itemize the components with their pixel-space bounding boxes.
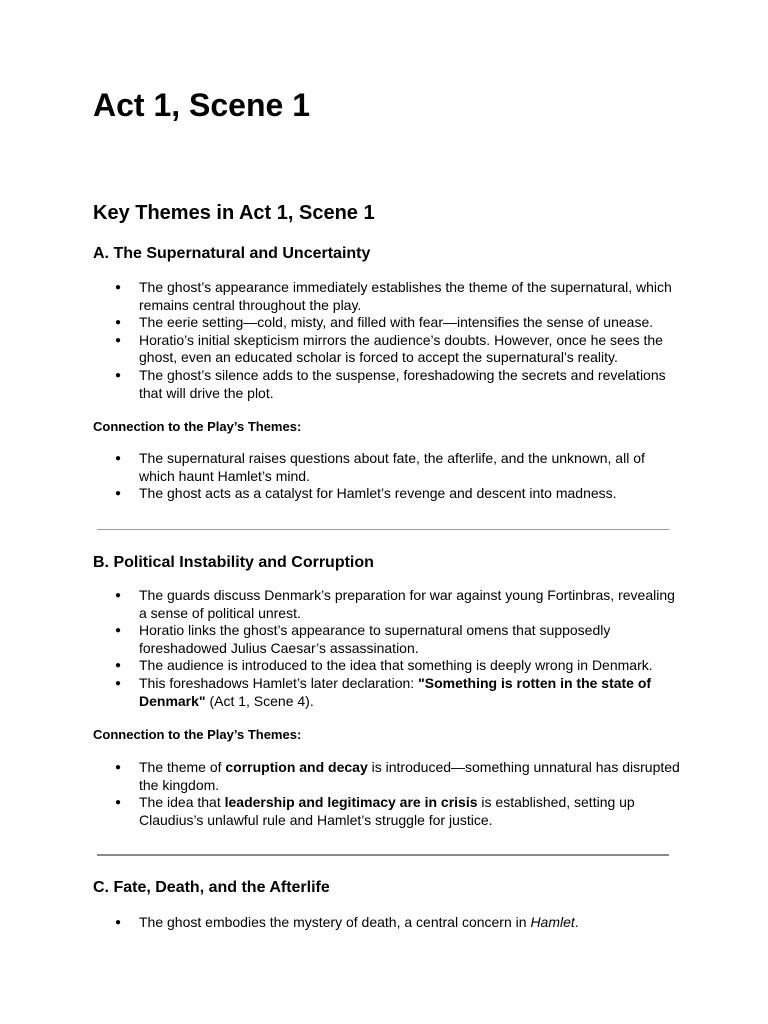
list-item: ● The ghost’s appearance immediately establishes the theme of the supernatural, which remains central throughout the play. bbox=[93, 279, 683, 314]
list-item: ● Horatio’s initial skepticism mirrors the audience’s doubts. However, once he sees the ghost, even an educated scholar is forced to accept the supernatural’s reality. bbox=[93, 332, 683, 367]
bullet-text: The idea that bbox=[139, 794, 225, 811]
theme-a-heading: A. The Supernatural and Uncertainty bbox=[93, 245, 371, 262]
list-item: ● The supernatural raises questions about fate, the afterlife, and the unknown, all of which haunt Hamlet’s mind. bbox=[93, 450, 683, 485]
theme-a-connection-label: Connection to the Play’s Themes: bbox=[93, 419, 302, 434]
section-divider bbox=[97, 529, 669, 530]
theme-a-bullet-list bbox=[93, 279, 683, 402]
list-item: ● The ghost’s silence adds to the suspense, foreshadowing the secrets and revelations that will drive the plot. bbox=[93, 367, 683, 402]
theme-b-connection-list bbox=[93, 759, 683, 829]
list-item bbox=[93, 759, 683, 794]
list-item: ● The audience is introduced to the idea that something is deeply wrong in Denmark. bbox=[93, 657, 683, 675]
quote-text: "Something is rotten in the state of Denmark" bbox=[139, 674, 652, 709]
list-item: ● Horatio links the ghost’s appearance to supernatural omens that supposedly foreshadowed Julius Caesar’s assassination. bbox=[93, 622, 683, 657]
list-item bbox=[93, 914, 683, 932]
theme-a-connection-list bbox=[93, 450, 683, 503]
emphasis-text: corruption and decay bbox=[225, 759, 368, 775]
theme-b-heading: B. Political Instability and Corruption bbox=[93, 554, 374, 571]
bullet-text: is established, setting up Claudius’s unlawful rule and Hamlet’s struggle for justice. bbox=[139, 794, 635, 828]
section-divider bbox=[97, 854, 669, 856]
list-item: ● The eerie setting—cold, misty, and filled with fear—intensifies the sense of unease. bbox=[93, 314, 683, 332]
theme-c-heading: C. Fate, Death, and the Afterlife bbox=[93, 879, 330, 896]
list-item bbox=[93, 675, 683, 710]
list-item: ● The guards discuss Denmark’s preparation for war against young Fortinbras, revealing a sense of political unrest. bbox=[93, 587, 683, 622]
bullet-text: The theme of bbox=[139, 759, 226, 775]
bullet-text: . bbox=[574, 914, 579, 930]
bullet-text: is introduced—something unnatural has disrupted the kingdom. bbox=[139, 759, 680, 793]
theme-b-bullet-list bbox=[93, 587, 683, 710]
theme-b-connection-label: Connection to the Play’s Themes: bbox=[93, 727, 302, 742]
bullet-text: This foreshadows Hamlet’s later declaration: bbox=[139, 674, 419, 691]
theme-c-bullet-list bbox=[93, 914, 683, 932]
play-title-italic: Hamlet bbox=[530, 914, 575, 930]
page-title: Act 1, Scene 1 bbox=[93, 87, 310, 123]
list-item bbox=[93, 794, 683, 829]
list-item: ● The ghost acts as a catalyst for Hamlet’s revenge and descent into madness. bbox=[93, 485, 683, 503]
section-heading: Key Themes in Act 1, Scene 1 bbox=[93, 202, 375, 224]
bullet-text: (Act 1, Scene 4). bbox=[205, 692, 314, 709]
bullet-text: The ghost embodies the mystery of death, a central concern in bbox=[139, 914, 531, 930]
emphasis-text: leadership and legitimacy are in crisis bbox=[224, 794, 478, 811]
